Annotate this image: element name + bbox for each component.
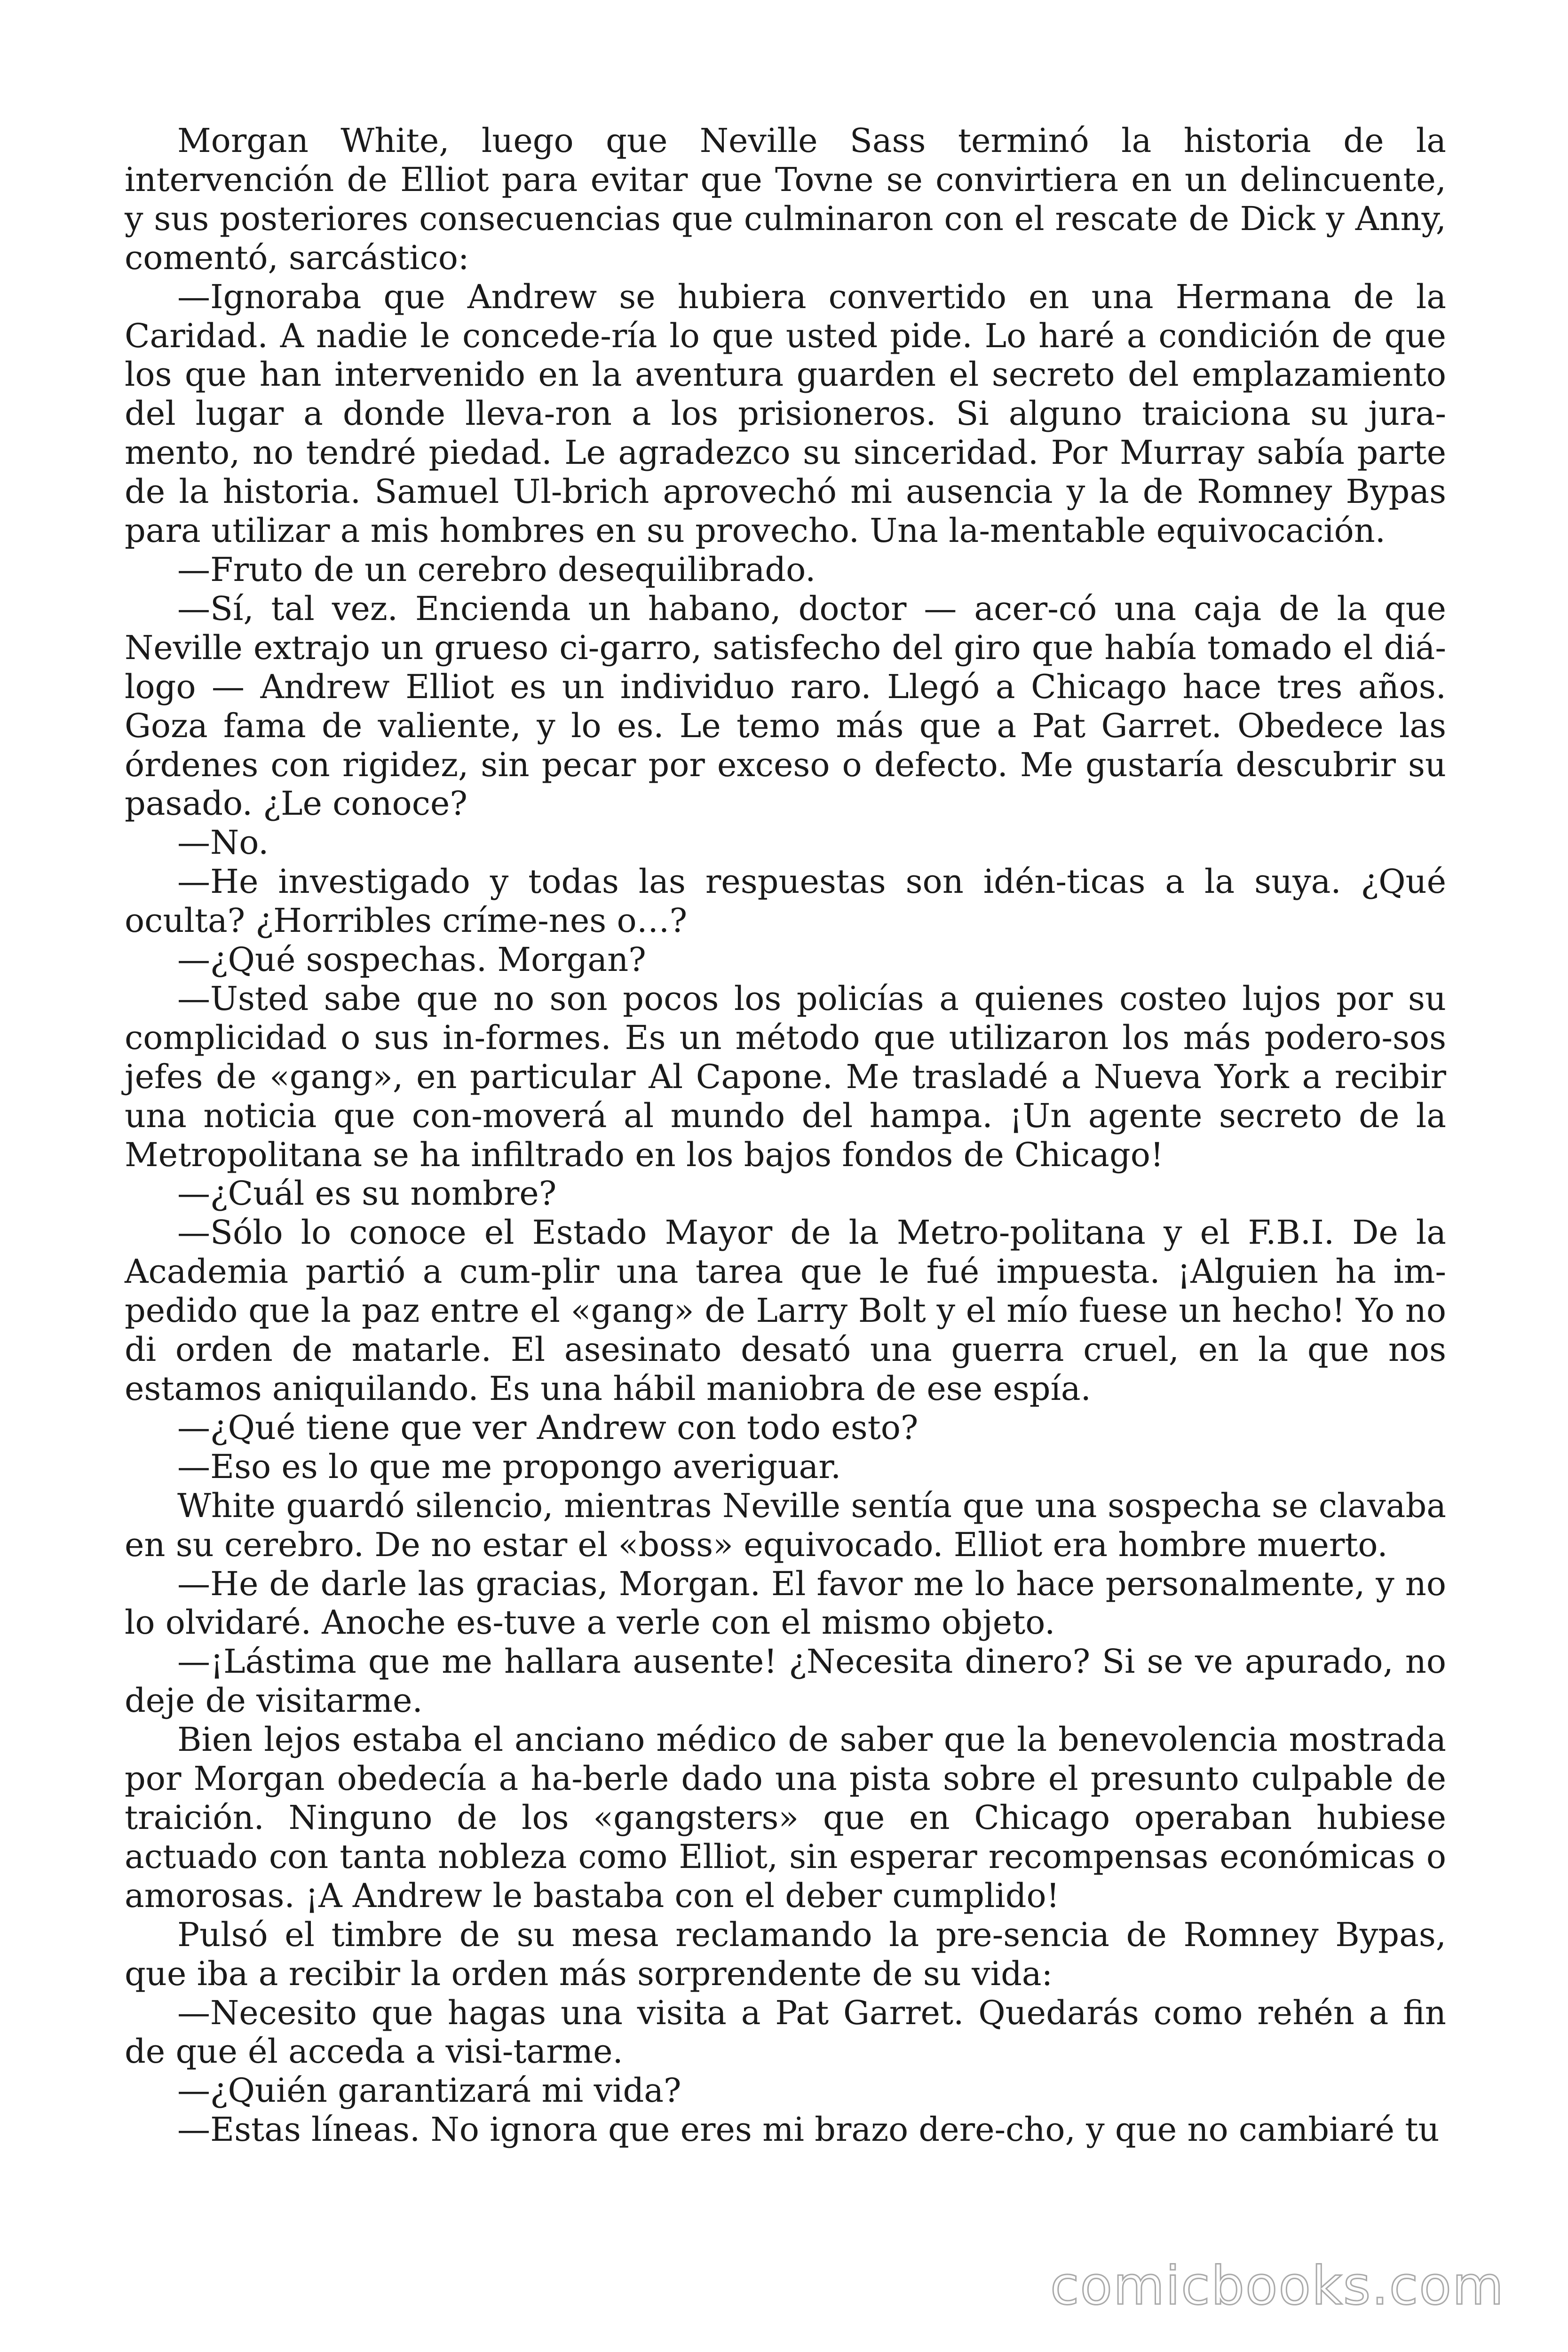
- body-text: [125, 121, 1446, 2149]
- paragraph: —¡Lástima que me hallara ausente! ¿Necesita dinero? Si se ve apurado, no deje de visitarme.: [125, 1642, 1446, 1720]
- paragraph: —He investigado y todas las respuestas son idén-ticas a la suya. ¿Qué oculta? ¿Horribles críme-nes o…?: [125, 862, 1446, 940]
- paragraph: —Sólo lo conoce el Estado Mayor de la Metro-politana y el F.B.I. De la Academia partió a cum-plir una tarea que le fué impuesta. ¡Alguien ha impedido que la paz entre el «gang» de Larry Bolt y el mío fuese un hecho! Yo no di orden de matarle. El asesinato desató una guerra cruel, en la que nos estamos aniquilando. Es una hábil maniobra de ese espía.: [125, 1213, 1446, 1408]
- paragraph: —Sí, tal vez. Encienda un habano, doctor — acer-có una caja de la que Neville extrajo un grueso ci-garro, satisfecho del giro que había tomado el diálogo — Andrew Elliot es un individuo raro. Llegó a Chicago hace tres años. Goza fama de valiente, y lo es. Le temo más que a Pat Garret. Obedece las órdenes con rigidez, sin pecar por exceso o defecto. Me gustaría descubrir su pasado. ¿Le conoce?: [125, 589, 1446, 823]
- paragraph: Bien lejos estaba el anciano médico de saber que la benevolencia mostrada por Morgan obedecía a ha-berle dado una pista sobre el presunto culpable de traición. Ninguno de los «gangsters» que en Chicago operaban hubiese actuado con tanta nobleza como Elliot, sin esperar recompensas económicas o amorosas. ¡A Andrew le bastaba con el deber cumplido!: [125, 1720, 1446, 1915]
- paragraph: —¿Qué tiene que ver Andrew con todo esto?: [177, 1408, 919, 1447]
- paragraph: —Estas líneas. No ignora que eres mi brazo dere-cho, y que no cambiaré tu: [177, 2110, 1440, 2149]
- paragraph: Pulsó el timbre de su mesa reclamando la pre-sencia de Romney Bypas, que iba a recibir la orden más sorprendente de su vida:: [125, 1915, 1446, 1993]
- paragraph: Morgan White, luego que Neville Sass terminó la historia de la intervención de Elliot para evitar que Tovne se convirtiera en un delincuente, y sus posteriores consecuencias que culminaron con el rescate de Dick y Anny, comentó, sarcástico:: [125, 121, 1446, 277]
- paragraph: —Ignoraba que Andrew se hubiera convertido en una Hermana de la Caridad. A nadie le concede-ría lo que usted pide. Lo haré a condición de que los que han intervenido en la aventura guarden el secreto del emplazamiento del lugar a donde lleva-ron a los prisioneros. Si alguno traiciona su jura-mento, no tendré piedad. Le agradezco su sinceridad. Por Murray sabía parte de la historia. Samuel Ul-brich aprovechó mi ausencia y la de Romney Bypas para utilizar a mis hombres en su provecho. Una la-mentable equivocación.: [125, 277, 1446, 550]
- paragraph: —¿Quién garantizará mi vida?: [177, 2071, 681, 2110]
- paragraph: —Fruto de un cerebro desequilibrado.: [177, 550, 816, 589]
- paragraph: —¿Cuál es su nombre?: [177, 1174, 557, 1213]
- paragraph: —Usted sabe que no son pocos los policías a quienes costeo lujos por su complicidad o sus in-formes. Es un método que utilizaron los más podero-sos jefes de «gang», en particular Al Capone. Me trasladé a Nueva York a recibir una noticia que con-moverá al mundo del hampa. ¡Un agente secreto de la Metropolitana se ha infiltrado en los bajos fondos de Chicago!: [125, 979, 1446, 1174]
- paragraph: —¿Qué sospechas. Morgan?: [177, 940, 646, 979]
- paragraph: White guardó silencio, mientras Neville sentía que una sospecha se clavaba en su cerebro. De no estar el «boss» equivocado. Elliot era hombre muerto.: [125, 1486, 1446, 1564]
- paragraph: —He de darle las gracias, Morgan. El favor me lo hace personalmente, y no lo olvidaré. Anoche es-tuve a verle con el mismo objeto.: [125, 1564, 1446, 1642]
- paragraph: —Eso es lo que me propongo averiguar.: [177, 1447, 841, 1486]
- watermark: comicbooks.com: [1050, 2256, 1505, 2317]
- paragraph: —Necesito que hagas una visita a Pat Garret. Quedarás como rehén a fin de que él acceda a visi-tarme.: [125, 1993, 1446, 2071]
- paragraph: —No.: [177, 823, 269, 862]
